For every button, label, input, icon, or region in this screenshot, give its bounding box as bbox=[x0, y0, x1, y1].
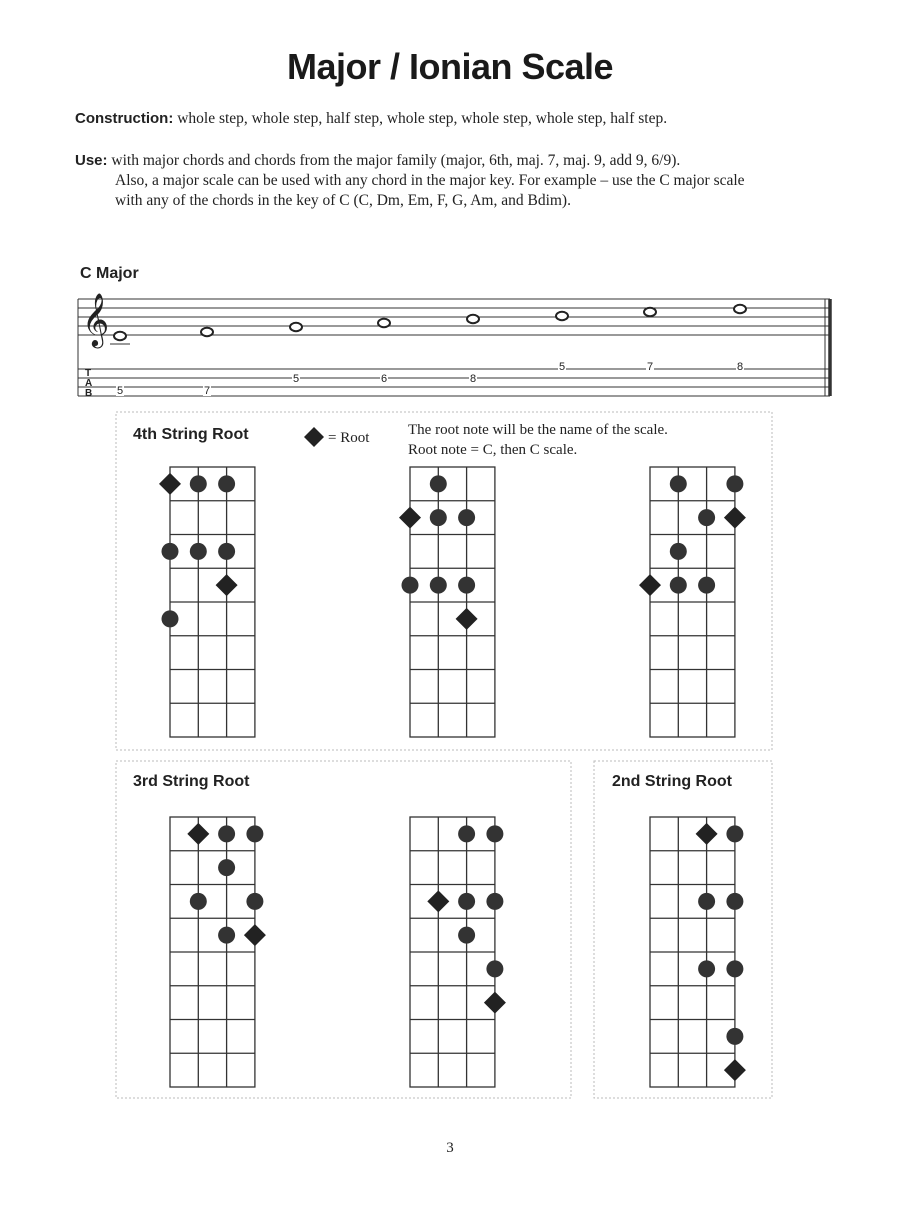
tab-fret-number: 5 bbox=[559, 361, 566, 373]
scale-note-dot bbox=[670, 475, 687, 492]
staff-note bbox=[467, 315, 479, 385]
scale-note-dot bbox=[698, 960, 715, 977]
scale-note-dot bbox=[218, 475, 235, 492]
tab-fret-number: 7 bbox=[647, 361, 654, 373]
staff-note bbox=[734, 305, 746, 373]
whole-note-head bbox=[378, 319, 390, 327]
scale-note-dot bbox=[726, 825, 743, 842]
tab-clef-t: T bbox=[85, 368, 92, 379]
whole-note-head bbox=[290, 323, 302, 331]
section-box-3rd-string bbox=[116, 761, 571, 1098]
use-line-1: with major chords and chords from the major family (major, 6th, maj. 7, maj. 9, add 9, 6/9). bbox=[111, 152, 681, 169]
staff-note bbox=[290, 323, 302, 385]
scale-note-dot bbox=[190, 543, 207, 560]
fretboard-diagram bbox=[159, 467, 255, 737]
fretboard-diagram bbox=[399, 467, 495, 737]
tab-clef-a: A bbox=[85, 378, 93, 389]
scale-note-dot bbox=[430, 577, 447, 594]
staff-note bbox=[556, 312, 568, 373]
whole-note-head bbox=[734, 305, 746, 313]
root-note-marker bbox=[399, 507, 421, 529]
scale-note-dot bbox=[218, 825, 235, 842]
root-note-marker bbox=[724, 507, 746, 529]
scale-note-dot bbox=[218, 543, 235, 560]
page-number: 3 bbox=[446, 1140, 454, 1156]
tab-clef bbox=[85, 368, 92, 399]
section-label-4th-string: 4th String Root bbox=[133, 426, 249, 443]
legend-note-line-2: Root note = C, then C scale. bbox=[408, 442, 578, 458]
tab-fret-number: 5 bbox=[293, 373, 300, 385]
scale-note-dot bbox=[726, 960, 743, 977]
legend-root-label: = Root bbox=[328, 430, 370, 446]
scale-note-dot bbox=[190, 893, 207, 910]
scale-note-dot bbox=[430, 475, 447, 492]
section-label-2nd-string: 2nd String Root bbox=[612, 773, 732, 790]
scale-note-dot bbox=[726, 893, 743, 910]
use-label: Use: bbox=[75, 152, 108, 169]
root-note-marker bbox=[427, 890, 449, 912]
scale-note-dot bbox=[402, 577, 419, 594]
whole-note-head bbox=[114, 332, 126, 340]
use-line-2: Also, a major scale can be used with any chord in the major key. For example – use the C major scale bbox=[115, 172, 745, 189]
tab-clef-b: B bbox=[85, 388, 93, 399]
root-note-marker bbox=[639, 574, 661, 596]
scale-note-dot bbox=[670, 577, 687, 594]
scale-note-dot bbox=[486, 960, 503, 977]
tab-fret-number: 8 bbox=[470, 373, 477, 385]
scale-note-dot bbox=[246, 893, 263, 910]
scale-note-dot bbox=[458, 893, 475, 910]
scale-note-dot bbox=[218, 859, 235, 876]
tab-fret-number: 7 bbox=[204, 385, 211, 397]
root-note-marker bbox=[244, 924, 266, 946]
tab-fret-number: 8 bbox=[737, 361, 744, 373]
section-box-2nd-string bbox=[594, 761, 772, 1098]
root-note-marker bbox=[484, 992, 506, 1014]
scale-note-dot bbox=[726, 1028, 743, 1045]
scale-note-dot bbox=[698, 893, 715, 910]
scale-note-dot bbox=[218, 927, 235, 944]
treble-clef-icon: 𝄞 bbox=[82, 292, 110, 346]
scale-note-dot bbox=[486, 825, 503, 842]
construction-text: whole step, whole step, half step, whole step, whole step, whole step, half step. bbox=[177, 110, 668, 127]
scale-note-dot bbox=[458, 825, 475, 842]
legend-note-line-1: The root note will be the name of the scale. bbox=[408, 422, 668, 438]
root-diamond-icon bbox=[304, 427, 324, 447]
construction-label: Construction: bbox=[75, 110, 174, 127]
scale-note-dot bbox=[246, 825, 263, 842]
staff-lines bbox=[78, 299, 830, 396]
scale-note-dot bbox=[458, 577, 475, 594]
root-note-marker bbox=[696, 823, 718, 845]
scale-note-dot bbox=[458, 927, 475, 944]
root-note-marker bbox=[724, 1059, 746, 1081]
whole-note-head bbox=[467, 315, 479, 323]
root-note-marker bbox=[159, 473, 181, 495]
fretboard-diagram bbox=[639, 467, 746, 737]
use-line-3: with any of the chords in the key of C (C, Dm, Em, F, G, Am, and Bdim). bbox=[115, 192, 571, 209]
scale-note-dot bbox=[458, 509, 475, 526]
tab-fret-number: 5 bbox=[117, 385, 124, 397]
fretboard-diagram bbox=[650, 817, 746, 1087]
scale-note-dot bbox=[698, 509, 715, 526]
staff-note bbox=[378, 319, 390, 385]
scale-note-dot bbox=[430, 509, 447, 526]
root-note-marker bbox=[187, 823, 209, 845]
staff-note bbox=[644, 308, 656, 373]
fretboard-diagram bbox=[170, 817, 266, 1087]
section-label-3rd-string: 3rd String Root bbox=[133, 773, 250, 790]
staff-label: C Major bbox=[80, 265, 139, 282]
scale-note-dot bbox=[486, 893, 503, 910]
root-note-marker bbox=[456, 608, 478, 630]
scale-note-dot bbox=[698, 577, 715, 594]
scale-note-dot bbox=[726, 475, 743, 492]
scale-note-dot bbox=[162, 543, 179, 560]
scale-note-dot bbox=[670, 543, 687, 560]
fretboard-diagram bbox=[410, 817, 506, 1087]
page-title: Major / Ionian Scale bbox=[286, 46, 614, 87]
tab-fret-number: 6 bbox=[381, 373, 388, 385]
whole-note-head bbox=[201, 328, 213, 336]
scale-note-dot bbox=[162, 610, 179, 627]
scale-note-dot bbox=[190, 475, 207, 492]
root-note-marker bbox=[216, 574, 238, 596]
whole-note-head bbox=[644, 308, 656, 316]
whole-note-head bbox=[556, 312, 568, 320]
staff-notes bbox=[110, 305, 746, 397]
